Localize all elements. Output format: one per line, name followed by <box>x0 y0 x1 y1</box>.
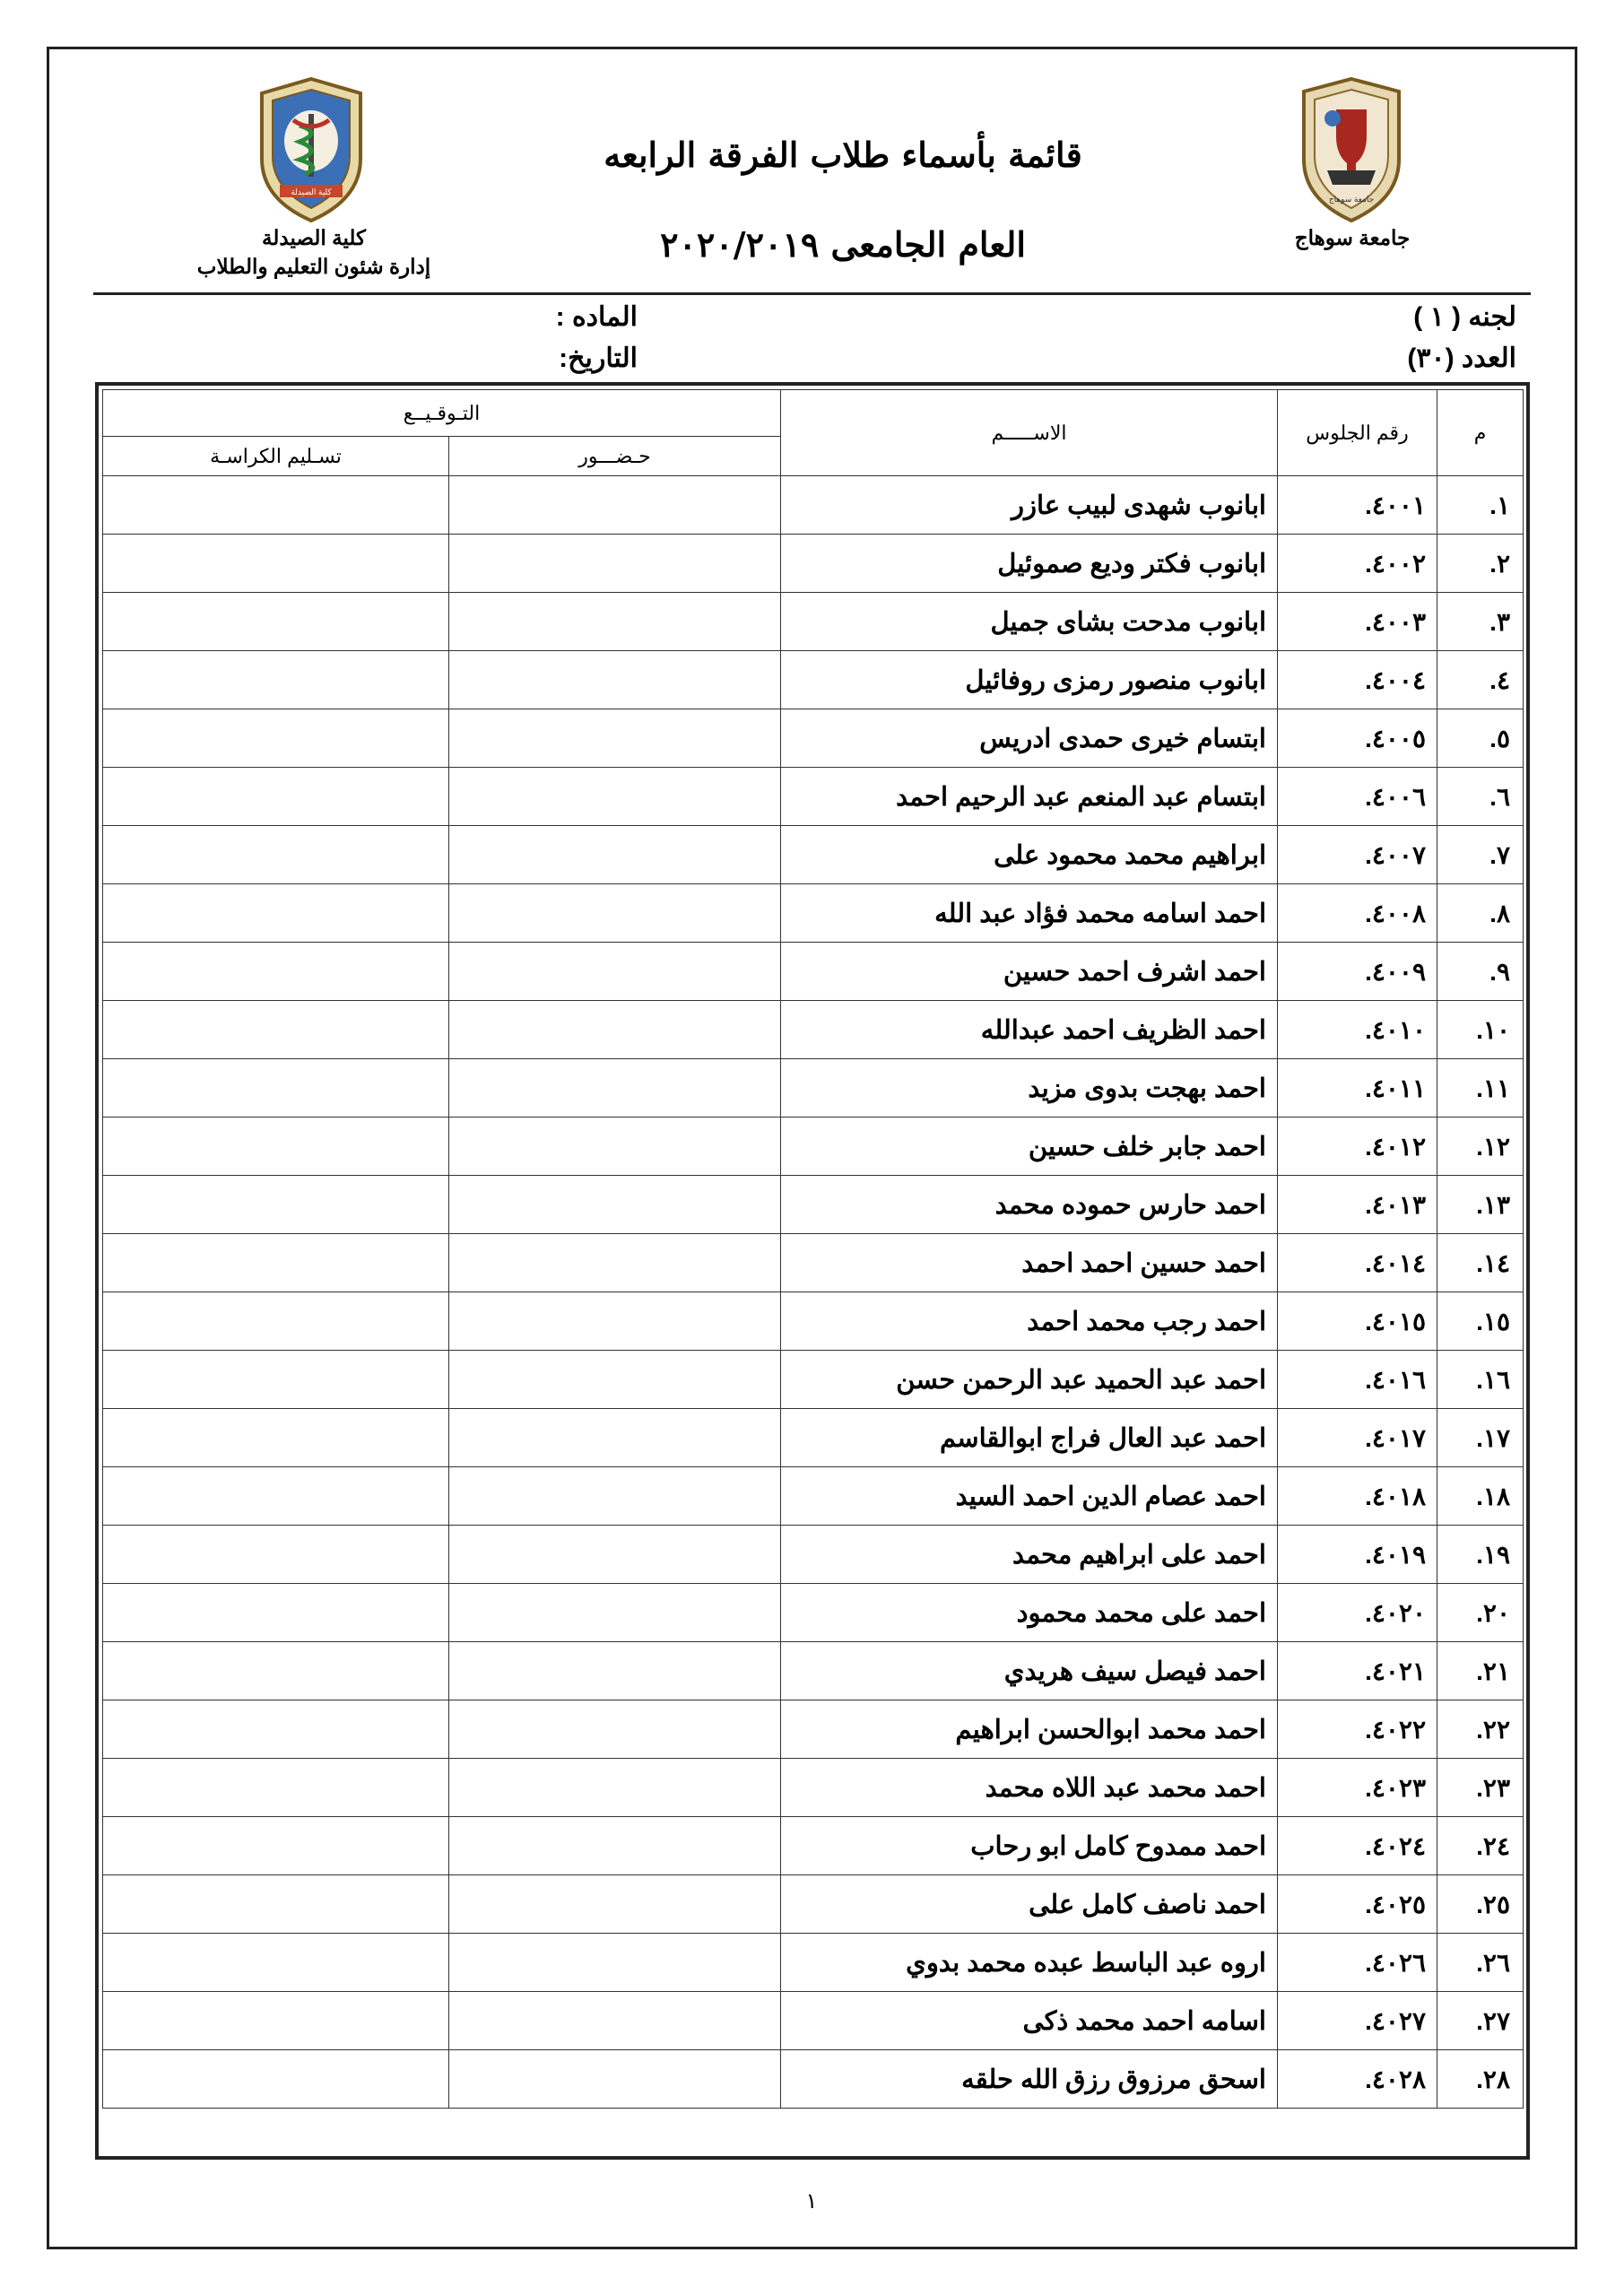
row-attendance-signature <box>449 768 781 826</box>
row-index: ٢٦. <box>1437 1934 1524 1992</box>
row-index: ٢١. <box>1437 1642 1524 1700</box>
row-seat-number: ٤٠١٤. <box>1278 1234 1437 1292</box>
row-seat-number: ٤٠٢١. <box>1278 1642 1437 1700</box>
row-delivery-signature <box>103 1176 449 1234</box>
row-index: ١٥. <box>1437 1292 1524 1351</box>
row-seat-number: ٤٠٠٨. <box>1278 884 1437 943</box>
row-student-name: اروه عبد الباسط عبده محمد بدوي <box>781 1934 1278 1992</box>
row-delivery-signature <box>103 651 449 709</box>
header-signature: التـوقـيــع <box>103 390 781 437</box>
committee-label: لجنه ( ١ ) <box>1413 302 1516 332</box>
table-row <box>103 1526 1524 1584</box>
row-seat-number: ٤٠٠١. <box>1278 476 1437 535</box>
row-index: ٢٨. <box>1437 2050 1524 2109</box>
row-delivery-signature <box>103 1875 449 1934</box>
row-attendance-signature <box>449 1351 781 1409</box>
row-attendance-signature <box>449 1526 781 1584</box>
row-delivery-signature <box>103 535 449 593</box>
row-seat-number: ٤٠٢٦. <box>1278 1934 1437 1992</box>
row-attendance-signature <box>449 535 781 593</box>
row-attendance-signature <box>449 1700 781 1759</box>
row-delivery-signature <box>103 1001 449 1059</box>
row-student-name: احمد بهجت بدوى مزيد <box>781 1059 1278 1118</box>
attendance-table <box>102 389 1524 2109</box>
row-student-name: ابتسام عبد المنعم عبد الرحيم احمد <box>781 768 1278 826</box>
table-row <box>103 1059 1524 1118</box>
row-delivery-signature <box>103 1700 449 1759</box>
row-attendance-signature <box>449 476 781 535</box>
table-row <box>103 884 1524 943</box>
row-student-name: احمد ناصف كامل على <box>781 1875 1278 1934</box>
row-student-name: احمد على محمد محمود <box>781 1584 1278 1642</box>
row-attendance-signature <box>449 2050 781 2109</box>
row-delivery-signature <box>103 1934 449 1992</box>
faculty-name: كلية الصيدلة <box>262 226 366 249</box>
table-row <box>103 1467 1524 1526</box>
academic-year: العام الجامعى ٢٠٢٠/٢٠١٩ <box>660 224 1026 265</box>
row-student-name: احمد حارس حموده محمد <box>781 1176 1278 1234</box>
row-attendance-signature <box>449 1817 781 1875</box>
row-index: ٢٢. <box>1437 1700 1524 1759</box>
table-row <box>103 1118 1524 1176</box>
faculty-pharmacy-logo <box>253 74 369 226</box>
row-delivery-signature <box>103 1234 449 1292</box>
row-index: ٥. <box>1437 709 1524 768</box>
table-row <box>103 1234 1524 1292</box>
row-seat-number: ٤٠٠٩. <box>1278 943 1437 1001</box>
row-student-name: احمد فيصل سيف هريدي <box>781 1642 1278 1700</box>
row-index: ٢٧. <box>1437 1992 1524 2050</box>
table-row <box>103 1992 1524 2050</box>
row-delivery-signature <box>103 1759 449 1817</box>
row-delivery-signature <box>103 593 449 651</box>
row-attendance-signature <box>449 1467 781 1526</box>
page-number: ١ <box>805 2189 818 2213</box>
row-delivery-signature <box>103 1409 449 1467</box>
row-delivery-signature <box>103 884 449 943</box>
row-delivery-signature <box>103 1467 449 1526</box>
row-delivery-signature <box>103 826 449 884</box>
row-attendance-signature <box>449 1001 781 1059</box>
row-index: ٢٠. <box>1437 1584 1524 1642</box>
row-delivery-signature <box>103 943 449 1001</box>
subject-label: الماده : <box>555 302 638 332</box>
row-student-name: احمد ممدوح كامل ابو رحاب <box>781 1817 1278 1875</box>
row-seat-number: ٤٠١٥. <box>1278 1292 1437 1351</box>
row-delivery-signature <box>103 1351 449 1409</box>
row-attendance-signature <box>449 1059 781 1118</box>
row-index: ١٩. <box>1437 1526 1524 1584</box>
row-delivery-signature <box>103 1642 449 1700</box>
row-delivery-signature <box>103 2050 449 2109</box>
row-seat-number: ٤٠١٦. <box>1278 1351 1437 1409</box>
row-student-name: احمد حسين احمد احمد <box>781 1234 1278 1292</box>
header-booklet-delivery: تسـليم الكراسـة <box>103 437 449 476</box>
header-name: الاســـــم <box>781 390 1278 476</box>
row-seat-number: ٤٠٢٢. <box>1278 1700 1437 1759</box>
row-attendance-signature <box>449 1584 781 1642</box>
table-row <box>103 826 1524 884</box>
row-seat-number: ٤٠٠٦. <box>1278 768 1437 826</box>
row-index: ٤. <box>1437 651 1524 709</box>
row-seat-number: ٤٠١١. <box>1278 1059 1437 1118</box>
row-student-name: احمد عبد العال فراج ابوالقاسم <box>781 1409 1278 1467</box>
table-row <box>103 1934 1524 1992</box>
row-student-name: ابانوب منصور رمزى روفائيل <box>781 651 1278 709</box>
row-delivery-signature <box>103 768 449 826</box>
table-row <box>103 1001 1524 1059</box>
row-seat-number: ٤٠١٢. <box>1278 1118 1437 1176</box>
row-seat-number: ٤٠٢٥. <box>1278 1875 1437 1934</box>
table-row <box>103 2050 1524 2109</box>
row-student-name: ابانوب مدحت بشاى جميل <box>781 593 1278 651</box>
row-index: ٢٣. <box>1437 1759 1524 1817</box>
row-student-name: احمد جابر خلف حسين <box>781 1118 1278 1176</box>
row-attendance-signature <box>449 1409 781 1467</box>
table-row <box>103 1817 1524 1875</box>
row-attendance-signature <box>449 593 781 651</box>
row-attendance-signature <box>449 1759 781 1817</box>
row-index: ٢٤. <box>1437 1817 1524 1875</box>
row-seat-number: ٤٠١٨. <box>1278 1467 1437 1526</box>
row-delivery-signature <box>103 1118 449 1176</box>
row-student-name: احمد عبد الحميد عبد الرحمن حسن <box>781 1351 1278 1409</box>
row-index: ٢٥. <box>1437 1875 1524 1934</box>
row-index: ٣. <box>1437 593 1524 651</box>
row-delivery-signature <box>103 1292 449 1351</box>
row-index: ١١. <box>1437 1059 1524 1118</box>
row-delivery-signature <box>103 1992 449 2050</box>
row-attendance-signature <box>449 1234 781 1292</box>
table-row <box>103 1875 1524 1934</box>
row-index: ١٠. <box>1437 1001 1524 1059</box>
row-attendance-signature <box>449 826 781 884</box>
header-divider <box>93 292 1531 295</box>
row-seat-number: ٤٠٢٧. <box>1278 1992 1437 2050</box>
row-student-name: احمد محمد ابوالحسن ابراهيم <box>781 1700 1278 1759</box>
row-index: ١٣. <box>1437 1176 1524 1234</box>
row-index: ٨. <box>1437 884 1524 943</box>
row-index: ١٢. <box>1437 1118 1524 1176</box>
row-attendance-signature <box>449 709 781 768</box>
row-seat-number: ٤٠٠٥. <box>1278 709 1437 768</box>
table-row <box>103 593 1524 651</box>
table-row <box>103 1292 1524 1351</box>
header-attendance: حـضـــور <box>449 437 781 476</box>
table-row <box>103 1584 1524 1642</box>
row-seat-number: ٤٠٢٣. <box>1278 1759 1437 1817</box>
row-student-name: ابانوب شهدى لبيب عازر <box>781 476 1278 535</box>
table-row <box>103 1642 1524 1700</box>
row-seat-number: ٤٠١٧. <box>1278 1409 1437 1467</box>
table-row <box>103 1176 1524 1234</box>
row-attendance-signature <box>449 1176 781 1234</box>
table-row <box>103 535 1524 593</box>
row-student-name: احمد اشرف احمد حسين <box>781 943 1278 1001</box>
row-student-name: ابتسام خيرى حمدى ادريس <box>781 709 1278 768</box>
row-index: ٢. <box>1437 535 1524 593</box>
header-seat-number: رقم الجلوس <box>1278 390 1437 476</box>
row-student-name: اسامه احمد محمد ذكى <box>781 1992 1278 2050</box>
row-index: ١٤. <box>1437 1234 1524 1292</box>
table-row <box>103 768 1524 826</box>
page-title: قائمة بأسماء طلاب الفرقة الرابعه <box>604 135 1082 175</box>
row-seat-number: ٤٠٠٢. <box>1278 535 1437 593</box>
row-index: ١٨. <box>1437 1467 1524 1526</box>
attendance-sheet <box>95 382 1530 2160</box>
row-seat-number: ٤٠٢٤. <box>1278 1817 1437 1875</box>
table-row <box>103 651 1524 709</box>
right-logo-text: جامعة سوهاج <box>1328 195 1375 204</box>
row-seat-number: ٤٠٠٣. <box>1278 593 1437 651</box>
row-seat-number: ٤٠١٠. <box>1278 1001 1437 1059</box>
row-student-name: ابراهيم محمد محمود على <box>781 826 1278 884</box>
row-delivery-signature <box>103 1526 449 1584</box>
table-row <box>103 943 1524 1001</box>
row-student-name: ابانوب فكتر وديع صموئيل <box>781 535 1278 593</box>
table-row <box>103 1351 1524 1409</box>
row-seat-number: ٤٠٢٨. <box>1278 2050 1437 2109</box>
row-delivery-signature <box>103 1059 449 1118</box>
row-seat-number: ٤٠١٣. <box>1278 1176 1437 1234</box>
row-delivery-signature <box>103 1817 449 1875</box>
row-attendance-signature <box>449 943 781 1001</box>
row-index: ٧. <box>1437 826 1524 884</box>
row-attendance-signature <box>449 1875 781 1934</box>
department-name: إدارة شئون التعليم والطلاب <box>196 255 431 278</box>
student-rows <box>103 476 1524 2109</box>
row-index: ١. <box>1437 476 1524 535</box>
table-row <box>103 1759 1524 1817</box>
table-row <box>103 1409 1524 1467</box>
row-delivery-signature <box>103 709 449 768</box>
sohag-university-logo <box>1293 74 1410 226</box>
row-index: ٦. <box>1437 768 1524 826</box>
row-index: ١٦. <box>1437 1351 1524 1409</box>
row-index: ٩. <box>1437 943 1524 1001</box>
row-seat-number: ٤٠٢٠. <box>1278 1584 1437 1642</box>
row-student-name: احمد رجب محمد احمد <box>781 1292 1278 1351</box>
row-student-name: احمد الظريف احمد عبدالله <box>781 1001 1278 1059</box>
left-logo-text: كلية الصيدلة <box>291 187 332 196</box>
row-student-name: احمد عصام الدين احمد السيد <box>781 1467 1278 1526</box>
table-row <box>103 1700 1524 1759</box>
row-seat-number: ٤٠٠٧. <box>1278 826 1437 884</box>
row-student-name: احمد محمد عبد اللاه محمد <box>781 1759 1278 1817</box>
row-seat-number: ٤٠١٩. <box>1278 1526 1437 1584</box>
date-label: التاريخ: <box>559 344 638 373</box>
count-label: العدد (٣٠) <box>1407 344 1516 373</box>
table-row <box>103 709 1524 768</box>
row-seat-number: ٤٠٠٤. <box>1278 651 1437 709</box>
row-attendance-signature <box>449 1992 781 2050</box>
table-row <box>103 476 1524 535</box>
row-delivery-signature <box>103 1584 449 1642</box>
row-student-name: احمد اسامه محمد فؤاد عبد الله <box>781 884 1278 943</box>
row-student-name: احمد على ابراهيم محمد <box>781 1526 1278 1584</box>
row-delivery-signature <box>103 476 449 535</box>
row-student-name: اسحق مرزوق رزق الله حلقه <box>781 2050 1278 2109</box>
row-attendance-signature <box>449 651 781 709</box>
row-attendance-signature <box>449 1118 781 1176</box>
row-attendance-signature <box>449 1934 781 1992</box>
row-index: ١٧. <box>1437 1409 1524 1467</box>
row-attendance-signature <box>449 1292 781 1351</box>
row-attendance-signature <box>449 1642 781 1700</box>
row-attendance-signature <box>449 884 781 943</box>
header-index: م <box>1437 390 1524 476</box>
university-name: جامعة سوهاج <box>1294 226 1411 249</box>
